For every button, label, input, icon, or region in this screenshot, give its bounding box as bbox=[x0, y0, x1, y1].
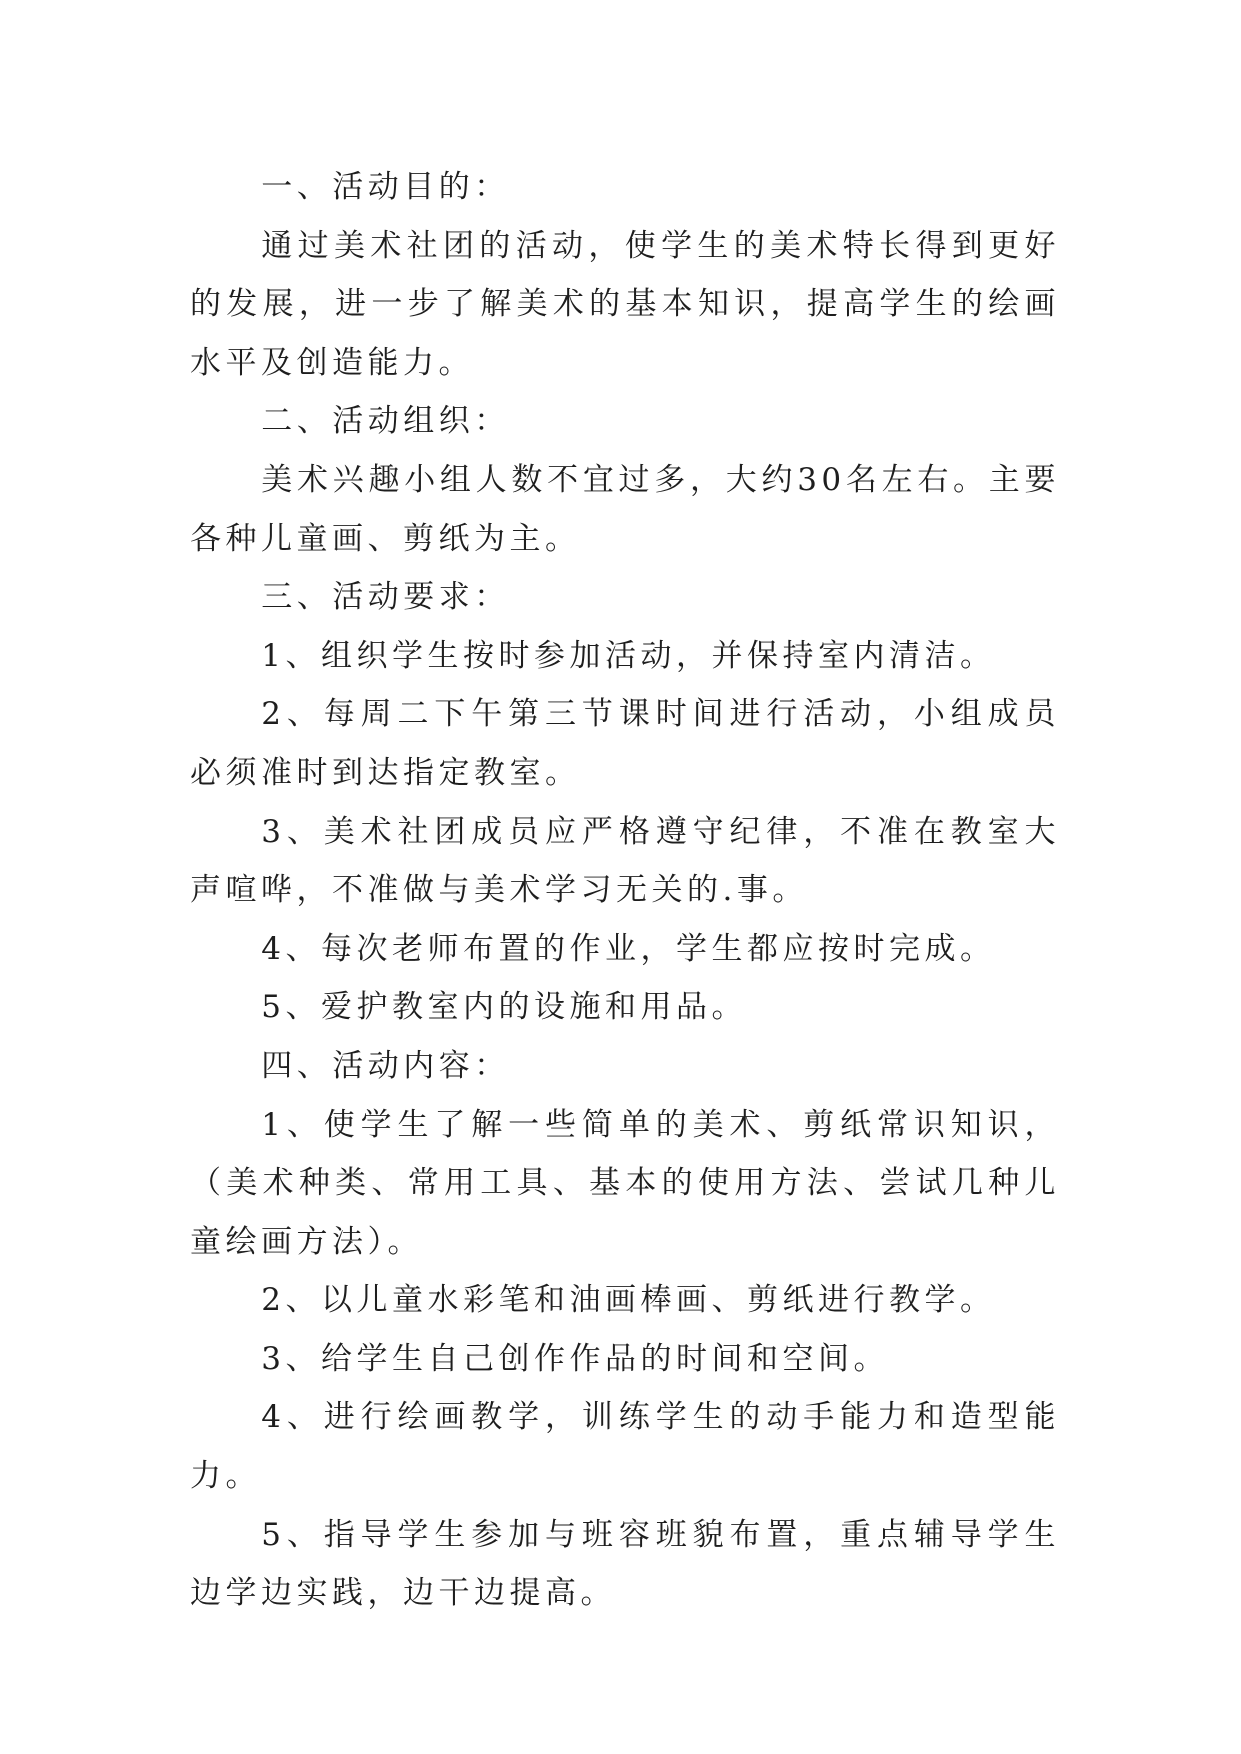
heading-activity-organization: 二、活动组织： bbox=[261, 403, 510, 440]
requirement-item-2: 2、每周二下午第三节课时间进行活动，小组成员必须准时到达指定教室。 bbox=[190, 696, 1060, 791]
heading-activity-purpose: 一、活动目的： bbox=[261, 169, 510, 205]
heading-activity-requirements: 三、活动要求： bbox=[261, 579, 510, 616]
paragraph-activity-organization: 美术兴趣小组人数不宜过多，大约30名左右。主要各种儿童画、剪纸为主。 bbox=[190, 461, 1060, 557]
content-item-2: 2、以儿童水彩笔和油画棒画、剪纸进行教学。 bbox=[261, 1282, 996, 1319]
content-item-5: 5、指导学生参加与班容班貌布置，重点辅导学生边学边实践，边干边提高。 bbox=[190, 1516, 1060, 1612]
requirement-item-4: 4、每次老师布置的作业，学生都应按时完成。 bbox=[261, 930, 996, 967]
content-item-4: 4、进行绘画教学，训练学生的动手能力和造型能力。 bbox=[190, 1399, 1060, 1495]
requirement-item-1: 1、组织学生按时参加活动，并保持室内清洁。 bbox=[261, 637, 996, 674]
content-item-1: 1、使学生了解一些简单的美术、剪纸常识知识，（美术种类、常用工具、基本的使用方法、尝试几种儿童绘画方法）。 bbox=[190, 1106, 1060, 1260]
heading-activity-content: 四、活动内容： bbox=[261, 1047, 510, 1084]
paragraph-activity-purpose: 通过美术社团的活动，使学生的美术特长得到更好的发展，进一步了解美术的基本知识，提高学生的绘画水平及创造能力。 bbox=[190, 227, 1060, 381]
requirement-item-5: 5、爱护教室内的设施和用品。 bbox=[261, 989, 748, 1026]
requirement-item-3: 3、美术社团成员应严格遵守纪律，不准在教室大声喧哗，不准做与美术学习无关的.事。 bbox=[190, 813, 1060, 909]
content-item-3: 3、给学生自己创作作品的时间和空间。 bbox=[261, 1340, 890, 1377]
document-body bbox=[190, 158, 1060, 1623]
